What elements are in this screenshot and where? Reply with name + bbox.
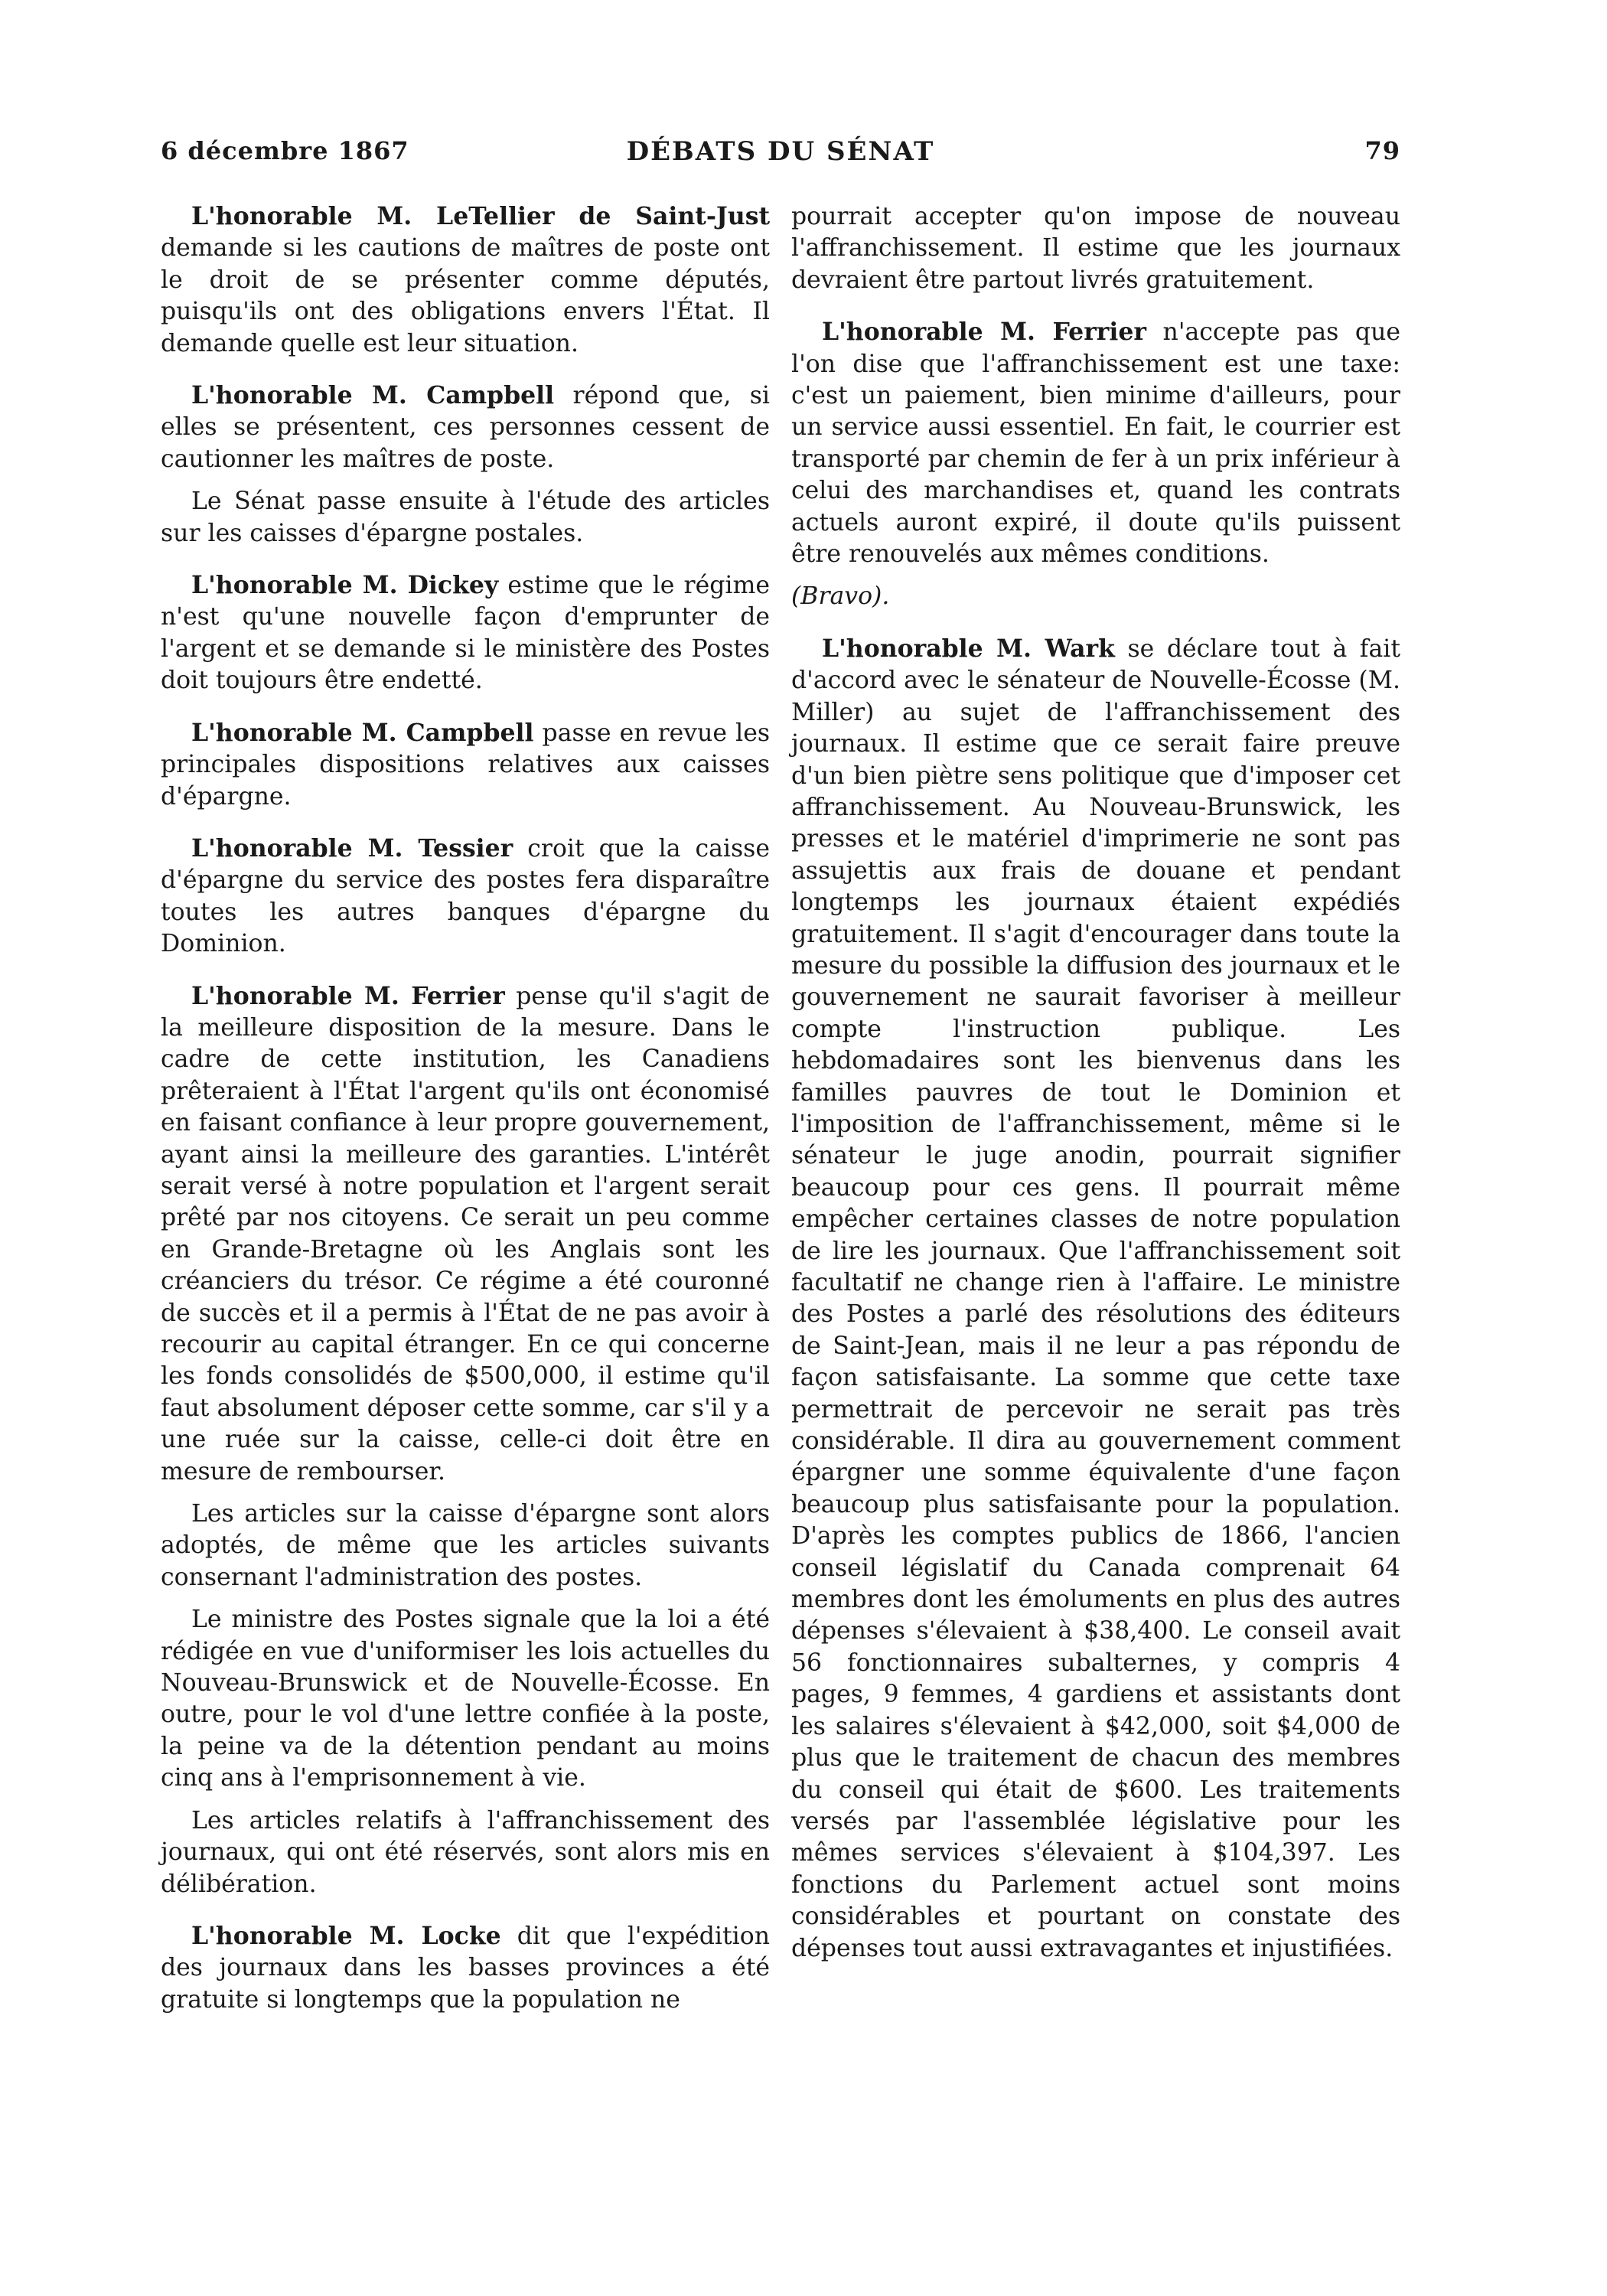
paragraph-text: Le ministre des Postes signale que la loi a été rédigée en vue d'uniformiser les lois actuelles du Nouveau-Brunswick et de Nouvelle-Écosse. En outre, pour le vol d'une lettre confiée à la poste, la peine va de la détention pendant au moins cinq ans à l'emprisonnement à vie. [161, 1606, 770, 1792]
speaker-name: L'honorable M. Locke [191, 1921, 501, 1950]
speaker-name: L'honorable M. Dickey [191, 571, 499, 600]
paragraph [791, 580, 1400, 612]
paragraph [791, 316, 1400, 570]
left-column [161, 201, 770, 2026]
paragraph [161, 1805, 770, 1900]
paragraph [161, 833, 770, 960]
paragraph [161, 1920, 770, 2016]
speaker-name: L'honorable M. Campbell [191, 381, 555, 410]
paragraph [161, 980, 770, 1489]
paragraph-text: Le Sénat passe ensuite à l'étude des articles sur les caisses d'épargne postales. [161, 488, 770, 547]
paragraph-text: Les articles sur la caisse d'épargne sont alors adoptés, de même que les articles suivants consernant l'administration des postes. [161, 1500, 770, 1591]
paragraph-text: (Bravo). [791, 582, 890, 611]
paragraph-text: dit que l'expédition des journaux dans les basses provinces a été gratuite si longtemps que la population ne [161, 1922, 770, 2014]
paragraph-text: demande si les cautions de maîtres de poste ont le droit de se présenter comme députés, puisqu'ils ont des obligations envers l'État. Il demande quelle est leur situation. [161, 234, 770, 357]
page-number: 79 [1364, 136, 1400, 165]
paragraph-text: se déclare tout à fait d'accord avec le sénateur de Nouvelle-Écosse (M. Miller) au sujet de l'affranchissement des journaux. Il estime que ce serait faire preuve d'un bien piètre sens politique que d'imposer cet affranchissement. Au Nouveau-Brunswick, les presses et le matériel d'imprimerie ne sont pas assujettis aux frais de douane et pendant longtemps les journaux étaient expédiés gratuitement. Il s'agit d'encourager dans toute la mesure du possible la diffusion des journaux et le gouvernement ne saurait favoriser à meilleur compte l'instruction publique. Les hebdomadaires sont les bienvenus dans les familles pauvres de tout le Dominion et l'imposition de l'affranchissement, même si le sénateur le juge anodin, pourrait signifier beaucoup pour ces gens. Il pourrait même empêcher certaines classes de notre population de lire les journaux. Que l'affranchissement soit facultatif ne change rien à l'affaire. Le ministre des Postes a parlé des résolutions des éditeurs de Saint-Jean, mais il ne leur a pas répondu de façon satisfaisante. La somme que cette taxe permettrait de percevoir ne serait pas très considérable. Il dira au gouvernement comment épargner une somme équivalente d'une façon beaucoup plus satisfaisante pour la population. D'après les comptes publics de 1866, l'ancien conseil législatif du Canada comprenait 64 membres dont les émoluments en plus des autres dépenses s'élevaient à $38,400. Le conseil avait 56 fonctionnaires subalternes, y compris 4 pages, 9 femmes, 4 gardiens et assistants dont les salaires s'élevaient à $42,000, soit $4,000 de plus que le traitement de chacun des membres du conseil qui était de $600. Les traitements versés par l'assemblée législative pour les mêmes services s'élevaient à $104,397. Les fonctions du Parlement actuel sont moins considérables et pourtant on constate des dépenses tout aussi extravagantes et injustifiées. [791, 634, 1400, 1962]
paragraph-text: n'accepte pas que l'on dise que l'affranchissement est une taxe: c'est un paiement, bien minime d'ailleurs, pour un service aussi essentiel. En fait, le courrier est transporté par chemin de fer à un prix inférieur à celui des marchandises et, quand les contrats actuels auront expiré, il doute qu'ils puissent être renouvelés aux mêmes conditions. [791, 318, 1400, 569]
paragraph [161, 1603, 770, 1794]
paragraph [161, 380, 770, 475]
paragraph [161, 717, 770, 813]
page-header [161, 136, 1400, 174]
paragraph-text: répond que, si elles se présentent, ces personnes cessent de cautionner les maîtres de poste. [161, 382, 770, 473]
header-title: DÉBATS DU SÉNAT [626, 136, 935, 167]
paragraph-text: pense qu'il s'agit de la meilleure disposition de la mesure. Dans le cadre de cette institution, les Canadiens prêteraient à l'État l'argent qu'ils ont économisé en faisant confiance à leur propre gouvernement, ayant ainsi la meilleure des garanties. L'intérêt serait versé à notre population et l'argent serait prêté par nos citoyens. Ce serait un peu comme en Grande-Bretagne où les Anglais sont les créanciers du trésor. Ce régime a été couronné de succès et il a permis à l'État de ne pas avoir à recourir au capital étranger. En ce qui concerne les fonds consolidés de $500,000, il estime qu'il faut absolument déposer cette somme, car s'il y a une ruée sur la caisse, celle-ci doit être en mesure de rembourser. [161, 982, 770, 1486]
paragraph [161, 485, 770, 550]
paragraph-text: passe en revue les principales dispositions relatives aux caisses d'épargne. [161, 719, 771, 810]
speaker-name: L'honorable M. Campbell [191, 718, 534, 747]
speaker-name: L'honorable M. Ferrier [191, 981, 505, 1010]
paragraph [161, 201, 770, 360]
header-date: 6 décembre 1867 [161, 136, 409, 165]
speaker-name: L'honorable M. Ferrier [822, 318, 1146, 347]
paragraph [791, 633, 1400, 1965]
speaker-name: L'honorable M. Tessier [191, 833, 513, 863]
right-column [791, 201, 1400, 1975]
paragraph-text: estime que le régime n'est qu'une nouvelle façon d'emprunter de l'argent et se demande si le ministère des Postes doit toujours être endetté. [161, 572, 770, 695]
paragraph-text: Les articles relatifs à l'affranchissement des journaux, qui ont été réservés, sont alors mis en délibération. [161, 1806, 770, 1898]
paragraph [161, 1498, 770, 1593]
paragraph-text: pourrait accepter qu'on impose de nouveau l'affranchissement. Il estime que les journaux devraient être partout livrés gratuitement. [791, 203, 1400, 294]
speaker-name: L'honorable M. Wark [822, 634, 1115, 663]
paragraph [161, 569, 770, 697]
speaker-name: L'honorable M. LeTellier de Saint-Just [191, 202, 770, 230]
paragraph-text: croit que la caisse d'épargne du service des postes fera disparaître toutes les autres banques d'épargne du Dominion. [161, 834, 770, 958]
paragraph [791, 201, 1400, 296]
